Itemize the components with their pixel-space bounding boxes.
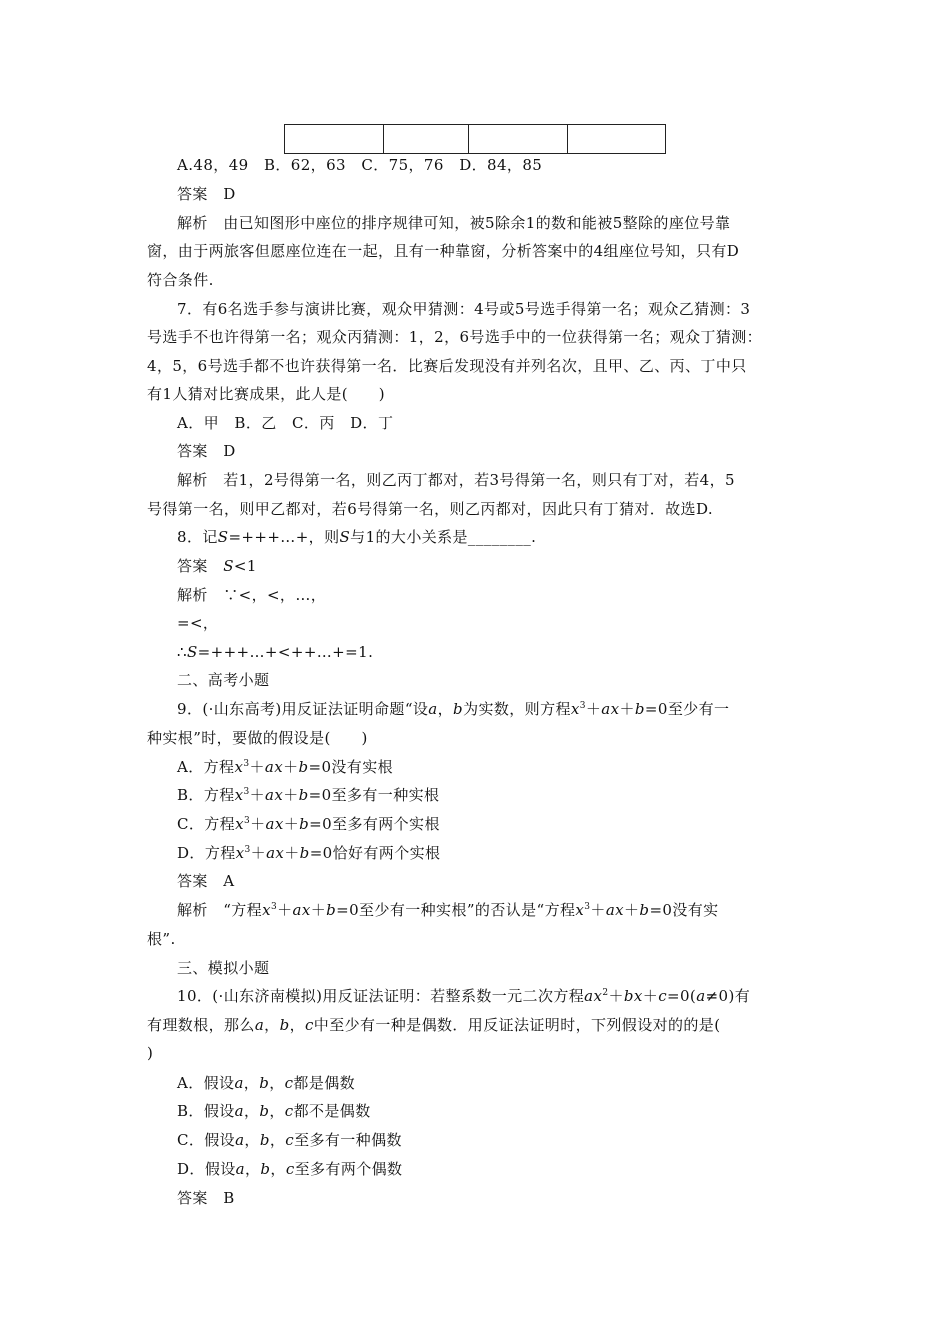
math-op: ＋ (249, 758, 265, 776)
math-op: ＋ (608, 987, 624, 1005)
q8-analysis-text: =+++…+<++…+=1. (197, 643, 374, 661)
math-op: ＋ (250, 844, 267, 862)
separator: ， (243, 1074, 260, 1092)
math-var: b (259, 1131, 270, 1149)
q10-option-c (177, 1130, 402, 1150)
math-op: ＋ (642, 987, 659, 1005)
math-var: b (639, 901, 650, 919)
math-op: =0 (336, 901, 360, 919)
exponent: 3 (579, 701, 586, 711)
option-label: C．方程 (177, 815, 236, 833)
table-cell (469, 125, 568, 154)
q9-text: =0至少有一 (644, 700, 730, 718)
q6-analysis-line-2: 窗，由于两旅客但愿座位连在一起，且有一种靠窗，分析答案中的4组座位号知，只有D (147, 242, 740, 260)
q9-answer: 答案 A (177, 872, 235, 890)
math-var: ax (265, 786, 284, 804)
separator: ， (270, 1160, 286, 1178)
q7-stem-line-1: 7．有6名选手参与演讲比赛，观众甲猜测：4号或5号选手得第一名；观众乙猜测：3 (177, 300, 751, 318)
q9-option-d (177, 843, 440, 863)
math-var: a (254, 1016, 265, 1034)
math-op: ＋ (590, 901, 606, 919)
q9-text: ＋ (619, 700, 635, 718)
math-var: a (234, 1074, 244, 1092)
q10-text: 中至少有一种是偶数．用反证法证明时，下列假设对的的是( (313, 1016, 721, 1034)
section-heading-3: 三、模拟小题 (177, 959, 270, 977)
q7-analysis-line-2: 号得第一名，则甲乙都对，若6号得第一名，则乙丙都对，因此只有丁猜对．故选D. (147, 500, 714, 518)
answer-value: <1 (233, 557, 257, 575)
q7-answer: 答案 D (177, 442, 236, 460)
option-label: A．假设 (177, 1074, 235, 1092)
option-text: 没有实根 (331, 758, 394, 776)
math-var: ax (265, 815, 284, 833)
q9-text: 9．(·山东高考)用反证法证明命题“设 (177, 700, 429, 718)
q10-option-b (177, 1101, 371, 1121)
math-var: b (259, 1074, 270, 1092)
option-text: 都是偶数 (293, 1074, 356, 1092)
table-cell (285, 125, 384, 154)
separator: ， (244, 1131, 260, 1149)
q8-stem-text: 8．记 (177, 528, 218, 546)
seat-table (284, 124, 666, 154)
option-text: 至多有两个实根 (332, 815, 440, 833)
math-op: ＋ (277, 901, 293, 919)
q10-stem-line-3: ) (147, 1044, 154, 1062)
math-op: ＋ (250, 815, 266, 833)
q10-text: ， (264, 1016, 280, 1034)
math-op: ＋ (283, 786, 299, 804)
q8-analysis-line-3 (177, 642, 373, 662)
q10-text: ， (289, 1016, 305, 1034)
math-var: c (284, 1102, 294, 1120)
q7-analysis-line-1: 解析 若1，2号得第一名，则乙丙丁都对，若3号得第一名，则只有丁对，若4，5 (177, 471, 735, 489)
math-var: x (234, 786, 244, 804)
math-op: =0 (309, 815, 333, 833)
exponent: 3 (243, 816, 251, 826)
q8-analysis-line-1: 解析 ∵<，<，…， (177, 586, 327, 604)
math-var: b (259, 1102, 270, 1120)
q9-text: ， (437, 700, 454, 718)
q9-analysis-text: 解析 “方程 (177, 901, 263, 919)
math-var: a (235, 1160, 245, 1178)
q6-options: A.48，49 B．62，63 C．75，76 D．84，85 (177, 156, 543, 174)
math-var: c (304, 1016, 314, 1034)
q10-text: 10．(·山东济南模拟)用反证法证明：若整系数一元二次方程 (177, 987, 585, 1005)
q10-stem-line-2 (147, 1015, 720, 1035)
math-var: c (658, 987, 668, 1005)
math-var: a (235, 1131, 245, 1149)
math-op: =0 (309, 844, 333, 862)
answer-label: 答案 (177, 557, 224, 575)
math-op: ＋ (249, 786, 266, 804)
separator: ， (269, 1102, 285, 1120)
separator: ， (269, 1074, 285, 1092)
option-label: A．方程 (177, 758, 235, 776)
math-var: b (260, 1160, 271, 1178)
math-var: S (339, 528, 351, 546)
q10-text: 有理数根，那么 (147, 1016, 255, 1034)
q9-text: ＋ (585, 700, 602, 718)
math-op: ＋ (283, 815, 300, 833)
math-var: S (217, 528, 229, 546)
option-label: C．假设 (177, 1131, 236, 1149)
q10-text: ≠0)有 (705, 987, 751, 1005)
q9-analysis-text: 没有实 (672, 901, 719, 919)
exponent: 3 (243, 787, 250, 797)
q9-option-a (177, 757, 393, 777)
math-var: x (235, 844, 245, 862)
option-text: 都不是偶数 (293, 1102, 371, 1120)
math-var: x (234, 758, 244, 776)
option-label: B．假设 (177, 1102, 235, 1120)
math-var: S (223, 557, 234, 575)
math-var: x (262, 901, 271, 919)
option-label: D．方程 (177, 844, 236, 862)
math-var: a (428, 700, 438, 718)
table-cell (568, 125, 666, 154)
separator: ， (269, 1131, 286, 1149)
exponent: 3 (270, 902, 278, 912)
q10-answer: 答案 B (177, 1189, 235, 1207)
option-text: 至多有一种偶数 (294, 1131, 402, 1149)
math-op: ＋ (624, 901, 640, 919)
math-var: b (453, 700, 464, 718)
table-cell (384, 125, 469, 154)
separator: ， (244, 1160, 261, 1178)
q8-stem-text: =+++…+，则 (228, 528, 340, 546)
q7-stem-line-3: 4，5，6号选手都不也许获得第一名．比赛后发现没有并列名次，且甲、乙、丙、丁中只 (147, 357, 747, 375)
q8-analysis-line-2: =<， (177, 614, 219, 632)
q9-option-b (177, 785, 439, 805)
math-var: x (575, 901, 585, 919)
q9-stem-line-1 (177, 699, 729, 719)
math-op: =0( (667, 987, 697, 1005)
q9-analysis-text: 至少有一种实根”的否认是“方程 (359, 901, 576, 919)
section-heading-2: 二、高考小题 (177, 671, 270, 689)
separator: ， (243, 1102, 260, 1120)
option-text: 恰好有两个实根 (332, 844, 441, 862)
math-var: b (634, 700, 645, 718)
option-text: 至多有一种实根 (331, 786, 440, 804)
math-var: ax (266, 844, 285, 862)
option-label: D．假设 (177, 1160, 236, 1178)
exponent: 3 (584, 902, 591, 912)
q8-stem-text: 与1的大小关系是________. (350, 528, 537, 546)
q6-answer: 答案 D (177, 185, 236, 203)
math-var: ax (605, 901, 625, 919)
math-op: ＋ (283, 758, 299, 776)
math-op: =0 (649, 901, 673, 919)
q7-stem-line-2: 号选手不也许得第一名；观众丙猜测：1，2，6号选手中的一位获得第一名；观众丁猜测： (147, 328, 763, 346)
table-row (285, 125, 666, 154)
math-var: ax (264, 758, 284, 776)
q10-option-d (177, 1159, 402, 1179)
math-op: =0 (308, 786, 332, 804)
math-var: c (285, 1131, 295, 1149)
q7-options: A．甲 B．乙 C．丙 D．丁 (177, 414, 394, 432)
math-var: x (570, 700, 580, 718)
math-var: a (234, 1102, 244, 1120)
math-var: ax (292, 901, 311, 919)
q9-stem-line-2: 种实根”时，要做的假设是( ) (147, 729, 368, 747)
q8-stem (177, 527, 536, 547)
q6-analysis-line-3: 符合条件. (147, 271, 214, 289)
math-var: ax (601, 700, 620, 718)
option-text: 至多有两个偶数 (294, 1160, 403, 1178)
math-var: S (186, 643, 198, 661)
q6-analysis-line-1: 解析 由已知图形中座位的排序规律可知，被5除余1的数和能被5整除的座位号靠 (177, 214, 731, 232)
math-op: ＋ (310, 901, 327, 919)
q9-analysis-line-1 (177, 900, 719, 920)
exponent: 3 (244, 845, 251, 855)
math-var: c (284, 1074, 294, 1092)
q10-option-a (177, 1073, 355, 1093)
math-var: b (326, 901, 337, 919)
exponent: 3 (243, 759, 250, 769)
math-var: bx (623, 987, 643, 1005)
q8-answer (177, 556, 257, 576)
math-op: =0 (308, 758, 332, 776)
q7-stem-line-4: 有1人猜对比赛成果，此人是( ) (147, 385, 386, 403)
math-var: x (235, 815, 244, 833)
q9-analysis-line-2: 根”. (147, 930, 176, 948)
math-var: b (299, 844, 310, 862)
q9-text: 为实数，则方程 (463, 700, 571, 718)
option-label: B．方程 (177, 786, 235, 804)
math-var: b (298, 786, 309, 804)
math-var: b (298, 758, 309, 776)
math-var: b (279, 1016, 290, 1034)
math-op: ＋ (284, 844, 300, 862)
therefore-symbol: ∴ (177, 643, 187, 661)
q10-stem-line-1 (177, 986, 750, 1006)
exponent: 2 (602, 988, 609, 998)
math-var: ax (584, 987, 603, 1005)
math-var: b (299, 815, 310, 833)
math-var: a (696, 987, 706, 1005)
q9-option-c (177, 814, 440, 834)
math-var: c (285, 1160, 295, 1178)
